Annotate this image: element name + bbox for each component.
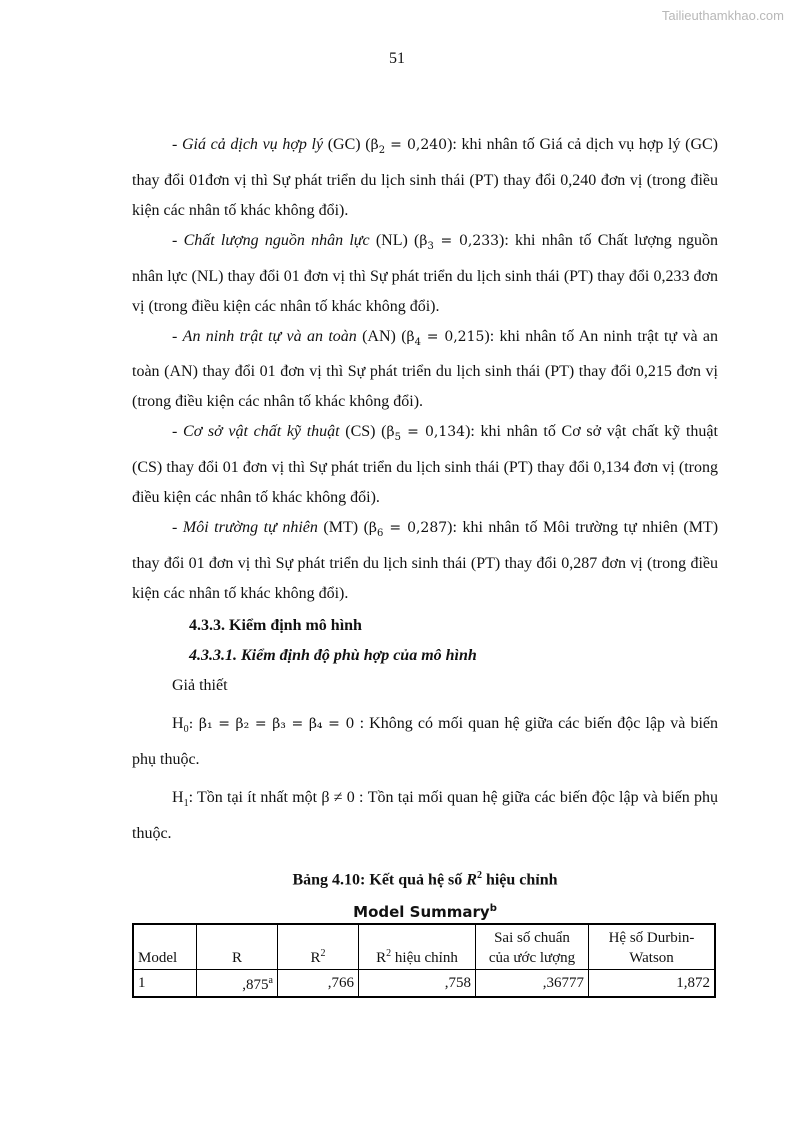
page-number: 51 xyxy=(389,50,405,67)
header-r2: $R^2$ xyxy=(278,924,359,970)
header-model: Model xyxy=(133,924,197,970)
model-summary-title: Model Summary$^b$ xyxy=(353,902,497,921)
table-caption: Bảng 4.10: Kết quả hệ số $R^2$ hiệu chỉnh xyxy=(292,870,558,889)
section-heading-433: 4.3.3. Kiểm định mô hình xyxy=(189,616,362,634)
cell-r: ,875$^a$ xyxy=(197,969,278,997)
document-body xyxy=(132,130,718,998)
factor-paragraph-nl: - Chất lượng nguồn nhân lực (NL) $(\beta_3 = 0,233)$: khi nhân tố Chất lượng nguồn nhân lực (NL) thay đổi 01 đơn vị thì Sự phát triển du lịch sinh thái (PT) thay đổi 0,233 đơn vị (trong điều kiện các nhân tố khác không đổi). xyxy=(132,231,719,315)
hypothesis-label: Giả thiết xyxy=(172,676,228,694)
cell-std-error: ,36777 xyxy=(476,969,589,997)
table-row xyxy=(133,969,715,997)
header-std-error: Sai số chuẩn của ước lượng xyxy=(476,924,589,970)
header-durbin-watson: Hệ số Durbin- Watson xyxy=(589,924,716,970)
table-header-row xyxy=(133,924,715,970)
cell-adj-r2: ,758 xyxy=(359,969,476,997)
header-adj-r2: $R^2$ hiệu chỉnh xyxy=(359,924,476,970)
factor-paragraph-an: - An ninh trật tự và an toàn (AN) $(\beta_4 = 0,215)$: khi nhân tố An ninh trật tự và an toàn (AN) thay đổi 01 đơn vị thì Sự phát triển du lịch sinh thái (PT) thay đổi 0,215 đơn vị (trong điều kiện các nhân tố khác không đổi). xyxy=(132,327,718,411)
model-summary-table xyxy=(132,923,716,998)
factor-paragraph-cs: - Cơ sở vật chất kỹ thuật (CS) $(\beta_5 = 0,134)$: khi nhân tố Cơ sở vật chất kỹ thuật (CS) thay đổi 01 đơn vị thì Sự phát triển du lịch sinh thái (PT) thay đổi 0,134 đơn vị (trong điều kiện các nhân tố khác không đổi). xyxy=(132,423,718,507)
factor-paragraph-gc: - Giá cả dịch vụ hợp lý (GC) $(\beta_2 = 0,240)$: khi nhân tố Giá cả dịch vụ hợp lý (GC) thay đổi 01đơn vị thì Sự phát triển du lịch sinh thái (PT) thay đổi 0,240 đơn vị (trong điều kiện các nhân tố khác không đổi). xyxy=(132,136,718,219)
watermark: Tailieuthamkhao.com xyxy=(661,8,784,23)
header-r: R xyxy=(197,924,278,970)
factor-paragraph-mt: - Môi trường tự nhiên (MT) $(\beta_6 = 0,287)$: khi nhân tố Môi trường tự nhiên (MT) thay đổi 01 đơn vị thì Sự phát triển du lịch sinh thái (PT) thay đổi 0,287 đơn vị (trong điều kiện các nhân tố khác không đổi). xyxy=(132,519,719,602)
section-heading-4331: 4.3.3.1. Kiểm định độ phù hợp của mô hình xyxy=(189,646,477,664)
cell-durbin-watson: 1,872 xyxy=(589,969,716,997)
hypothesis-h1: $H_1$: Tồn tại ít nhất một β ≠ 0 : Tồn tại mối quan hệ giữa các biến độc lập và biến phụ thuộc. xyxy=(132,789,719,843)
cell-model: 1 xyxy=(133,969,197,997)
cell-r2: ,766 xyxy=(278,969,359,997)
hypothesis-h0: $H_0$: β₁ = β₂ = β₃ = β₄ = 0 : Không có mối quan hệ giữa các biến độc lập và biến phụ thuộc. xyxy=(132,714,719,769)
